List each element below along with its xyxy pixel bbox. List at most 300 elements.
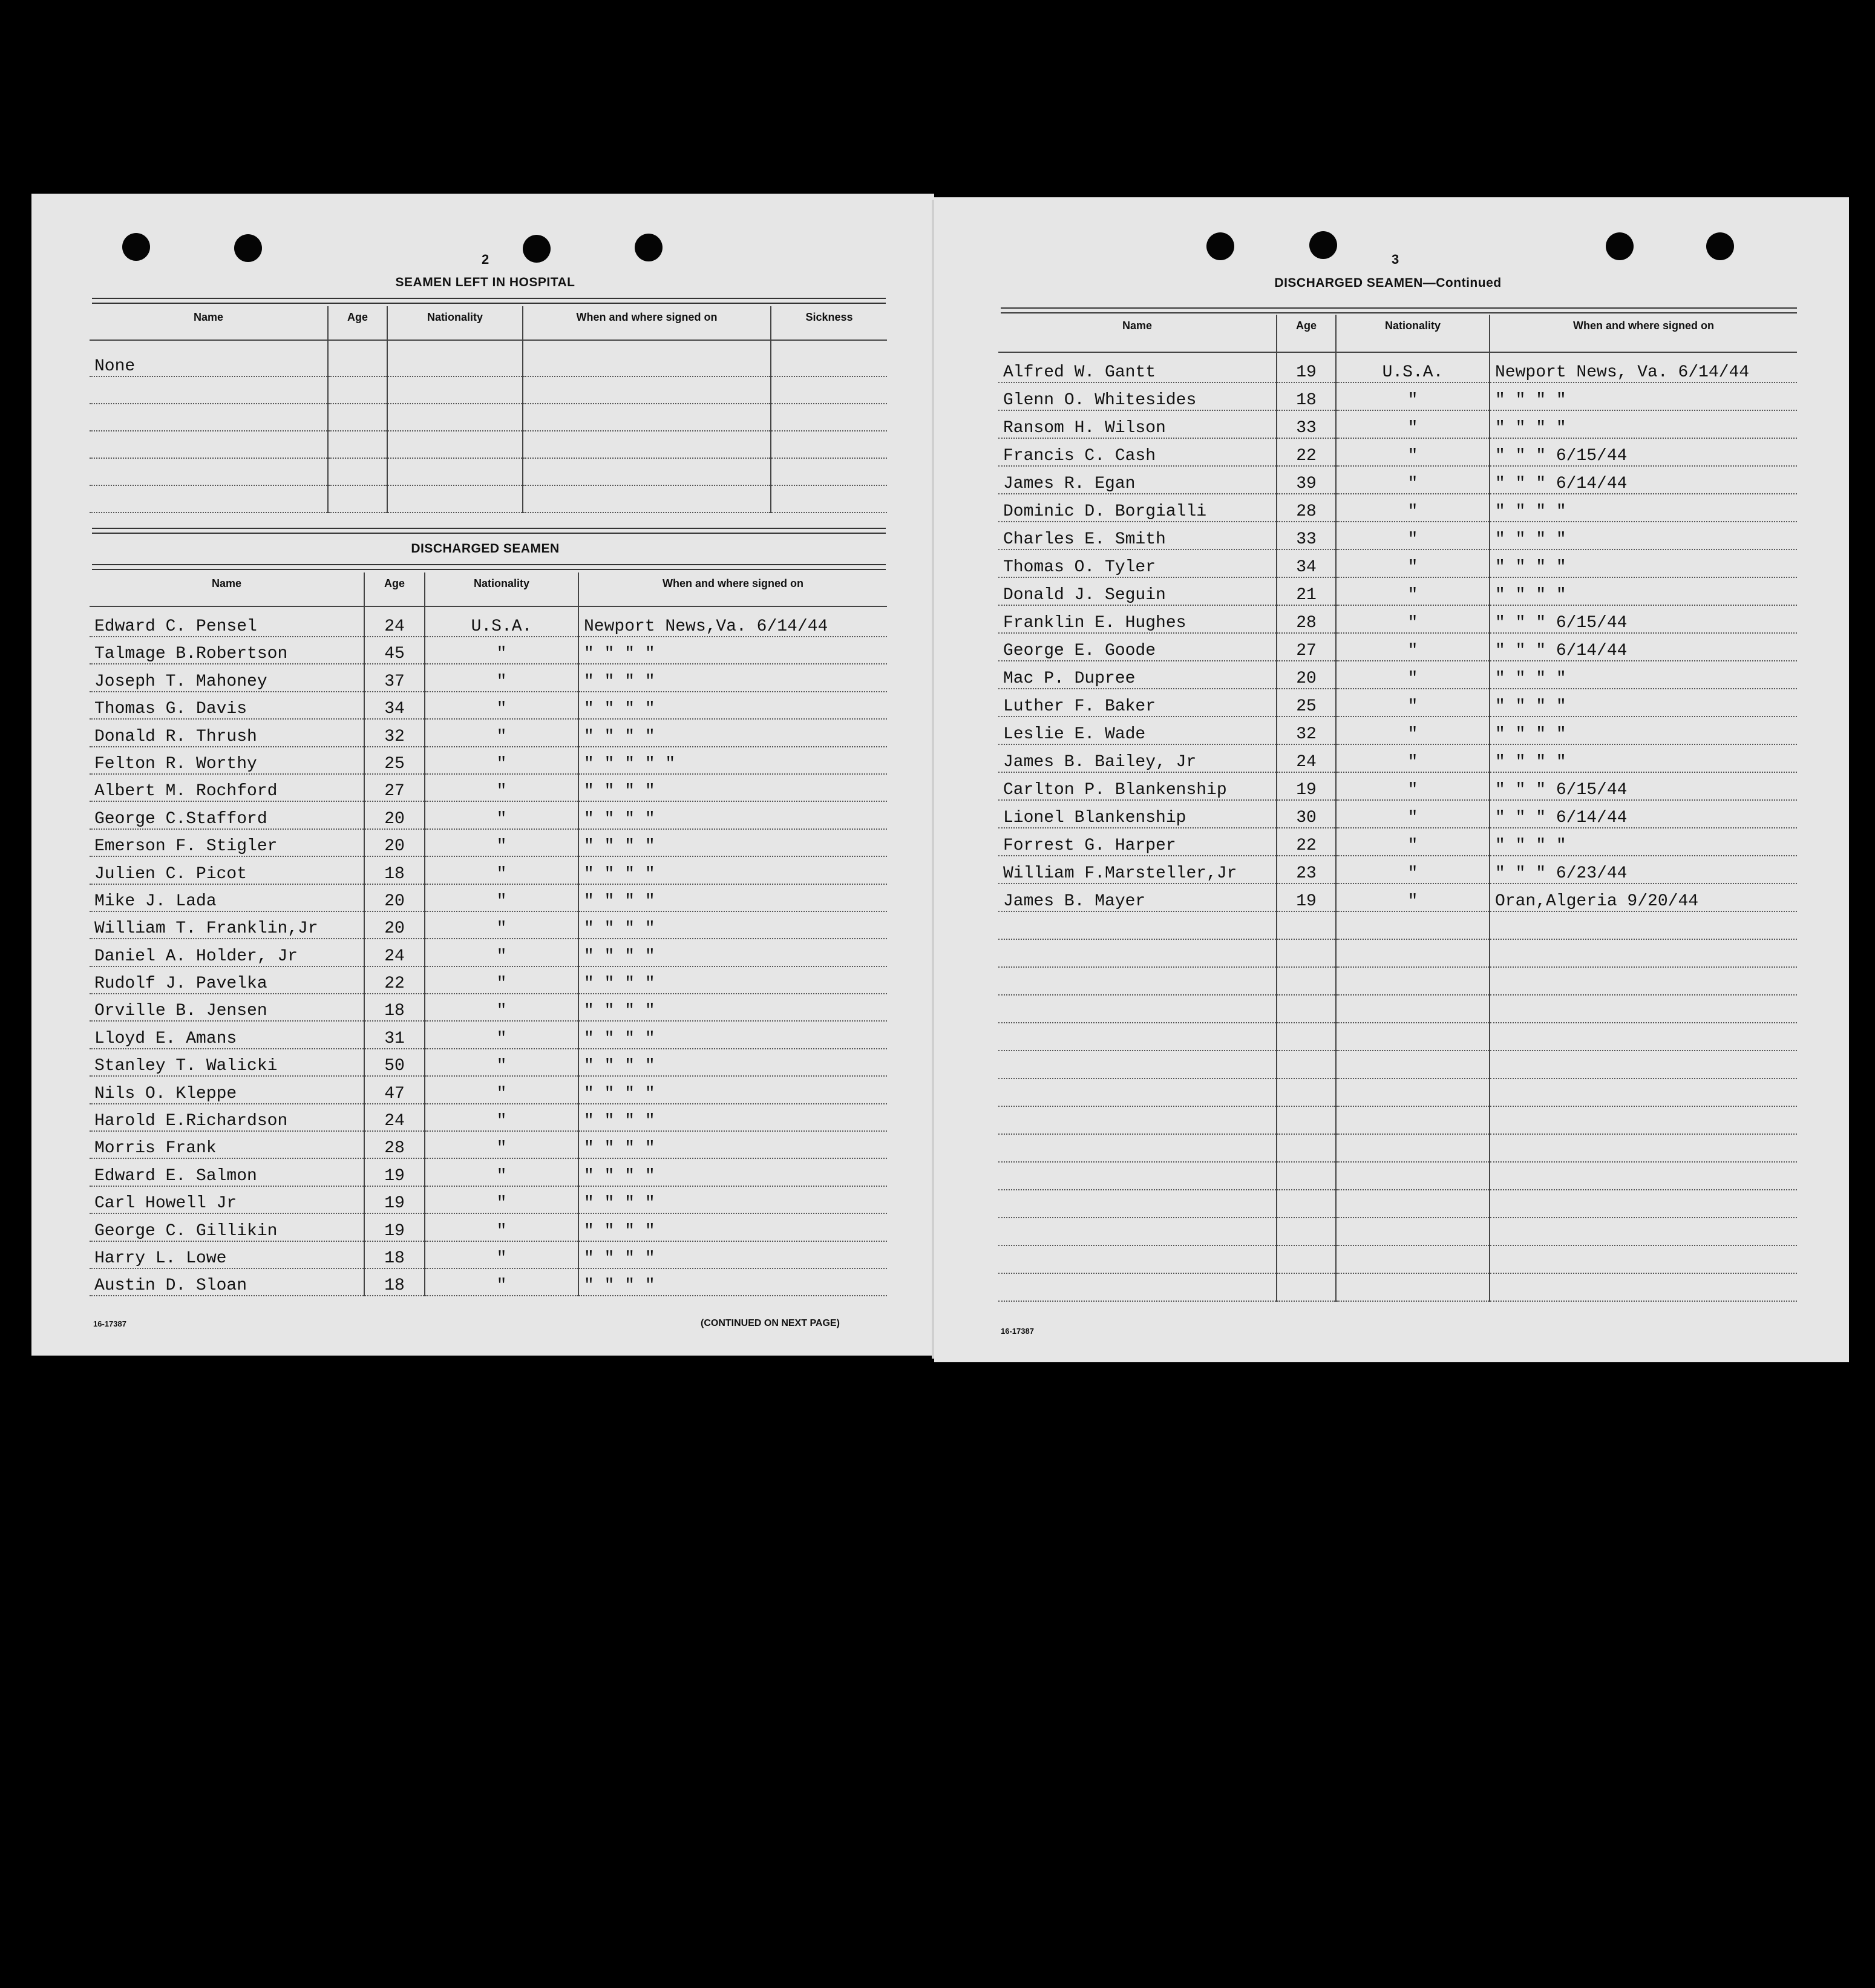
- seaman-name: None: [90, 340, 328, 376]
- seaman-age: [1277, 1134, 1336, 1162]
- seaman-name: [90, 404, 328, 431]
- signed-on-place-date: " " " ": [578, 692, 887, 719]
- seaman-name: [998, 939, 1277, 967]
- name-column-header: Name: [998, 315, 1277, 352]
- signed-on-place-date: " " " 6/23/44: [1490, 856, 1797, 884]
- seaman-nationality: ": [425, 939, 578, 966]
- signed-on-place-date: [1490, 1190, 1797, 1218]
- seaman-nationality: [1336, 1106, 1490, 1134]
- seaman-nationality: [1336, 1245, 1490, 1273]
- punch-hole: [635, 234, 663, 261]
- nationality-column-header: Nationality: [425, 572, 578, 606]
- seaman-nationality: ": [425, 1241, 578, 1268]
- signed-on-place-date: " " " ": [1490, 689, 1797, 717]
- table-row: [998, 967, 1797, 995]
- seaman-nationality: ": [425, 1131, 578, 1158]
- seaman-name: Mac P. Dupree: [998, 661, 1277, 689]
- age-column-header: Age: [328, 306, 387, 340]
- table-row: [998, 1190, 1797, 1218]
- seaman-name: Julien C. Picot: [90, 856, 364, 884]
- seaman-nationality: ": [425, 884, 578, 911]
- signed-on-place-date: [1490, 1078, 1797, 1106]
- signed-on-place-date: " " " 6/14/44: [1490, 633, 1797, 661]
- seaman-nationality: ": [425, 1076, 578, 1103]
- seaman-name: Austin D. Sloan: [90, 1268, 364, 1296]
- seaman-age: [1277, 1273, 1336, 1301]
- sickness: [771, 485, 887, 513]
- table-row: [90, 376, 887, 404]
- seaman-name: Orville B. Jensen: [90, 994, 364, 1021]
- seaman-name: Rudolf J. Pavelka: [90, 966, 364, 994]
- punch-hole: [1206, 232, 1234, 260]
- seaman-age: [1277, 911, 1336, 939]
- seaman-age: 20: [364, 911, 425, 939]
- seaman-name: Mike J. Lada: [90, 884, 364, 911]
- table-row: [998, 549, 1797, 577]
- seaman-nationality: ": [425, 911, 578, 939]
- seaman-name: Harold E.Richardson: [90, 1104, 364, 1131]
- seaman-nationality: ": [425, 664, 578, 691]
- seaman-nationality: ": [425, 829, 578, 856]
- table-row: [998, 995, 1797, 1023]
- seaman-name: James B. Mayer: [998, 884, 1277, 911]
- signed-on-place-date: " " " ": [578, 829, 887, 856]
- table-row: [90, 664, 887, 691]
- seaman-nationality: ": [1336, 438, 1490, 466]
- seaman-age: 22: [1277, 438, 1336, 466]
- seaman-age: 21: [1277, 577, 1336, 605]
- signed-on-place-date: " " " ": [578, 719, 887, 746]
- divider: [92, 564, 886, 570]
- signed-on-column-header: When and where signed on: [1490, 315, 1797, 352]
- sickness: [771, 404, 887, 431]
- divider: [92, 528, 886, 534]
- signed-on-place-date: " " " ": [578, 1268, 887, 1296]
- signed-on-place-date: [1490, 1245, 1797, 1273]
- page-number: 3: [1392, 252, 1399, 267]
- seaman-age: 32: [1277, 717, 1336, 744]
- seaman-age: 24: [1277, 744, 1336, 772]
- table-row: [90, 1076, 887, 1103]
- table-row: [998, 1245, 1797, 1273]
- seaman-age: 28: [1277, 605, 1336, 633]
- seaman-nationality: [1336, 1273, 1490, 1301]
- signed-on-place-date: " " " 6/14/44: [1490, 466, 1797, 494]
- seaman-age: 18: [1277, 382, 1336, 410]
- seaman-age: 20: [364, 801, 425, 828]
- table-row: [998, 577, 1797, 605]
- seaman-name: Lionel Blankenship: [998, 800, 1277, 828]
- seaman-age: 25: [1277, 689, 1336, 717]
- table-row: [998, 661, 1797, 689]
- seaman-nationality: ": [1336, 522, 1490, 549]
- signed-on-column-header: When and where signed on: [578, 572, 887, 606]
- punch-hole: [234, 234, 262, 262]
- seaman-name: Joseph T. Mahoney: [90, 664, 364, 691]
- sickness: [771, 340, 887, 376]
- name-column-header: Name: [90, 306, 328, 340]
- seaman-age: [328, 340, 387, 376]
- signed-on-place-date: " " " ": [578, 664, 887, 691]
- age-column-header: Age: [364, 572, 425, 606]
- seaman-age: 19: [364, 1213, 425, 1241]
- seaman-name: George E. Goode: [998, 633, 1277, 661]
- seaman-age: 33: [1277, 522, 1336, 549]
- seaman-name: Carlton P. Blankenship: [998, 772, 1277, 800]
- table-header-row: [90, 572, 887, 606]
- signed-on-place-date: [1490, 911, 1797, 939]
- seaman-nationality: ": [1336, 744, 1490, 772]
- punch-hole: [1309, 231, 1337, 259]
- signed-on-place-date: " " " 6/15/44: [1490, 772, 1797, 800]
- signed-on-place-date: " " " ": [1490, 661, 1797, 689]
- signed-on-place-date: [523, 431, 771, 458]
- signed-on-place-date: " " " ": [1490, 549, 1797, 577]
- seaman-age: 45: [364, 637, 425, 664]
- seaman-name: Stanley T. Walicki: [90, 1049, 364, 1076]
- seaman-age: 19: [364, 1186, 425, 1213]
- table-row: [90, 1186, 887, 1213]
- seaman-age: 24: [364, 939, 425, 966]
- seaman-nationality: [1336, 1078, 1490, 1106]
- seaman-name: Carl Howell Jr: [90, 1186, 364, 1213]
- punch-hole: [1606, 232, 1634, 260]
- signed-on-place-date: " " " ": [578, 1213, 887, 1241]
- seaman-age: 24: [364, 1104, 425, 1131]
- seaman-name: [998, 1190, 1277, 1218]
- seaman-nationality: ": [425, 1186, 578, 1213]
- seaman-name: Charles E. Smith: [998, 522, 1277, 549]
- table-row: [90, 994, 887, 1021]
- signed-on-place-date: " " " ": [1490, 577, 1797, 605]
- seaman-name: [90, 485, 328, 513]
- seaman-nationality: ": [1336, 633, 1490, 661]
- seaman-name: [998, 995, 1277, 1023]
- seaman-name: Albert M. Rochford: [90, 774, 364, 801]
- seaman-nationality: [387, 485, 523, 513]
- seaman-age: 18: [364, 1268, 425, 1296]
- discharged-section-title: DISCHARGED SEAMEN: [411, 542, 560, 556]
- seaman-nationality: ": [425, 692, 578, 719]
- signed-on-place-date: [1490, 1134, 1797, 1162]
- seaman-name: Forrest G. Harper: [998, 828, 1277, 856]
- form-code: 16-17387: [93, 1319, 126, 1328]
- seaman-age: [328, 458, 387, 485]
- seaman-age: 50: [364, 1049, 425, 1076]
- signed-on-place-date: Newport News, Va. 6/14/44: [1490, 352, 1797, 382]
- seaman-age: [1277, 1162, 1336, 1190]
- seaman-age: 37: [364, 664, 425, 691]
- seaman-nationality: ": [425, 637, 578, 664]
- seaman-age: [1277, 1218, 1336, 1245]
- signed-on-place-date: " " " ": [1490, 382, 1797, 410]
- seaman-age: 31: [364, 1021, 425, 1048]
- table-row: [90, 1241, 887, 1268]
- table-row: [998, 382, 1797, 410]
- seaman-name: Francis C. Cash: [998, 438, 1277, 466]
- seaman-age: [328, 404, 387, 431]
- seaman-age: [1277, 1078, 1336, 1106]
- seaman-nationality: ": [425, 774, 578, 801]
- table-row: [90, 966, 887, 994]
- seaman-nationality: ": [1336, 410, 1490, 438]
- table-row: [998, 633, 1797, 661]
- right-page: [934, 197, 1849, 1362]
- seaman-age: [1277, 939, 1336, 967]
- seaman-name: [998, 911, 1277, 939]
- seaman-age: 20: [1277, 661, 1336, 689]
- seaman-name: Edward E. Salmon: [90, 1158, 364, 1186]
- seaman-age: 23: [1277, 856, 1336, 884]
- seaman-nationality: [1336, 1162, 1490, 1190]
- table-row: [998, 856, 1797, 884]
- seaman-name: [998, 1051, 1277, 1078]
- seaman-name: William T. Franklin,Jr: [90, 911, 364, 939]
- seaman-nationality: ": [1336, 772, 1490, 800]
- seaman-nationality: [1336, 1134, 1490, 1162]
- seaman-name: Donald R. Thrush: [90, 719, 364, 746]
- discharged-continued-title: DISCHARGED SEAMEN—Continued: [1274, 276, 1502, 290]
- seaman-name: James R. Egan: [998, 466, 1277, 494]
- seaman-age: 19: [1277, 772, 1336, 800]
- seaman-age: 18: [364, 856, 425, 884]
- signed-on-place-date: " " " 6/15/44: [1490, 605, 1797, 633]
- hospital-section-title: SEAMEN LEFT IN HOSPITAL: [395, 275, 575, 289]
- seaman-nationality: [1336, 939, 1490, 967]
- table-row: [998, 911, 1797, 939]
- table-row: [998, 1023, 1797, 1051]
- seaman-age: 22: [364, 966, 425, 994]
- signed-on-place-date: " " " ": [578, 911, 887, 939]
- seaman-age: 20: [364, 829, 425, 856]
- punch-hole: [1706, 232, 1734, 260]
- sickness: [771, 431, 887, 458]
- table-row: [998, 352, 1797, 382]
- signed-on-place-date: " " " ": [578, 1158, 887, 1186]
- seaman-age: 20: [364, 884, 425, 911]
- table-row: [90, 719, 887, 746]
- table-row: [998, 1078, 1797, 1106]
- signed-on-place-date: " " " ": [578, 939, 887, 966]
- seaman-name: [998, 1273, 1277, 1301]
- seaman-nationality: ": [1336, 382, 1490, 410]
- seaman-name: [998, 967, 1277, 995]
- seaman-name: [998, 1106, 1277, 1134]
- table-row: [998, 494, 1797, 522]
- table-row: [90, 829, 887, 856]
- table-row: [90, 606, 887, 637]
- seaman-name: William F.Marsteller,Jr: [998, 856, 1277, 884]
- seaman-name: Emerson F. Stigler: [90, 829, 364, 856]
- table-row: [998, 522, 1797, 549]
- table-row: [998, 800, 1797, 828]
- seaman-nationality: ": [425, 801, 578, 828]
- nationality-column-header: Nationality: [387, 306, 523, 340]
- seaman-name: [998, 1134, 1277, 1162]
- table-row: [90, 884, 887, 911]
- seaman-name: [998, 1162, 1277, 1190]
- seaman-age: 34: [364, 692, 425, 719]
- seaman-name: Harry L. Lowe: [90, 1241, 364, 1268]
- seaman-age: 27: [364, 774, 425, 801]
- seaman-age: 28: [1277, 494, 1336, 522]
- signed-on-place-date: [523, 340, 771, 376]
- table-row: [998, 828, 1797, 856]
- signed-on-place-date: [1490, 1106, 1797, 1134]
- seaman-age: 32: [364, 719, 425, 746]
- seaman-nationality: [1336, 911, 1490, 939]
- seaman-nationality: U.S.A.: [1336, 352, 1490, 382]
- seaman-name: Glenn O. Whitesides: [998, 382, 1277, 410]
- seaman-age: 24: [364, 606, 425, 637]
- table-row: [998, 1162, 1797, 1190]
- seaman-name: [90, 458, 328, 485]
- seaman-age: [328, 431, 387, 458]
- signed-on-place-date: " " " ": [1490, 494, 1797, 522]
- seaman-age: 18: [364, 1241, 425, 1268]
- table-row: [998, 689, 1797, 717]
- seaman-name: Alfred W. Gantt: [998, 352, 1277, 382]
- table-header-row: [998, 315, 1797, 352]
- table-row: [90, 801, 887, 828]
- signed-on-place-date: " " " ": [1490, 744, 1797, 772]
- seaman-nationality: ": [1336, 466, 1490, 494]
- table-row: [998, 410, 1797, 438]
- seaman-name: Nils O. Kleppe: [90, 1076, 364, 1103]
- table-row: [90, 1049, 887, 1076]
- signed-on-place-date: [1490, 1273, 1797, 1301]
- seaman-name: Thomas G. Davis: [90, 692, 364, 719]
- table-row: [90, 404, 887, 431]
- signed-on-place-date: " " " ": [578, 1021, 887, 1048]
- seaman-nationality: ": [1336, 549, 1490, 577]
- seaman-nationality: ": [425, 747, 578, 774]
- table-row: [90, 1158, 887, 1186]
- seaman-age: [1277, 1051, 1336, 1078]
- divider: [1001, 307, 1797, 313]
- signed-on-place-date: " " " ": [578, 966, 887, 994]
- seaman-age: [1277, 995, 1336, 1023]
- table-row: [998, 884, 1797, 911]
- table-row: [90, 1104, 887, 1131]
- seaman-nationality: ": [1336, 884, 1490, 911]
- sickness: [771, 376, 887, 404]
- seaman-name: Felton R. Worthy: [90, 747, 364, 774]
- table-row: [998, 438, 1797, 466]
- seaman-name: [998, 1078, 1277, 1106]
- seaman-age: [1277, 1190, 1336, 1218]
- signed-on-column-header: When and where signed on: [523, 306, 771, 340]
- signed-on-place-date: " " " ": [1490, 717, 1797, 744]
- seaman-age: 19: [1277, 352, 1336, 382]
- seaman-nationality: [387, 458, 523, 485]
- table-row: [998, 1106, 1797, 1134]
- seaman-nationality: [387, 376, 523, 404]
- signed-on-place-date: " " " ": [578, 1241, 887, 1268]
- table-row: [998, 605, 1797, 633]
- signed-on-place-date: [523, 458, 771, 485]
- table-row: [90, 856, 887, 884]
- table-row: [998, 717, 1797, 744]
- seaman-age: 47: [364, 1076, 425, 1103]
- table-row: [90, 637, 887, 664]
- seaman-name: James B. Bailey, Jr: [998, 744, 1277, 772]
- seaman-name: [998, 1218, 1277, 1245]
- signed-on-place-date: [1490, 1051, 1797, 1078]
- signed-on-place-date: " " " ": [1490, 522, 1797, 549]
- divider: [92, 298, 886, 304]
- seaman-nationality: [1336, 995, 1490, 1023]
- punch-hole: [122, 233, 150, 261]
- seaman-age: [1277, 1106, 1336, 1134]
- seaman-age: [328, 376, 387, 404]
- seaman-name: [998, 1023, 1277, 1051]
- signed-on-place-date: [1490, 1162, 1797, 1190]
- seaman-age: [1277, 1023, 1336, 1051]
- seaman-nationality: [1336, 967, 1490, 995]
- table-row: [90, 692, 887, 719]
- table-row: [90, 774, 887, 801]
- seaman-nationality: ": [1336, 494, 1490, 522]
- seaman-age: 27: [1277, 633, 1336, 661]
- table-header-row: [90, 306, 887, 340]
- seaman-nationality: ": [425, 1104, 578, 1131]
- seaman-name: George C.Stafford: [90, 801, 364, 828]
- signed-on-place-date: " " " ": [578, 1076, 887, 1103]
- table-row: [90, 747, 887, 774]
- signed-on-place-date: Newport News,Va. 6/14/44: [578, 606, 887, 637]
- seaman-nationality: ": [425, 856, 578, 884]
- seaman-nationality: [387, 340, 523, 376]
- signed-on-place-date: " " " 6/14/44: [1490, 800, 1797, 828]
- seaman-age: [328, 485, 387, 513]
- seaman-nationality: [1336, 1023, 1490, 1051]
- seaman-nationality: ": [425, 719, 578, 746]
- seaman-nationality: ": [1336, 577, 1490, 605]
- seaman-age: 19: [1277, 884, 1336, 911]
- seaman-age: 22: [1277, 828, 1336, 856]
- seaman-age: 39: [1277, 466, 1336, 494]
- discharged-seamen-table: [90, 572, 887, 1296]
- seaman-nationality: ": [1336, 856, 1490, 884]
- table-row: [90, 485, 887, 513]
- seaman-name: Luther F. Baker: [998, 689, 1277, 717]
- signed-on-place-date: Oran,Algeria 9/20/44: [1490, 884, 1797, 911]
- hospital-table: [90, 306, 887, 513]
- seaman-name: Donald J. Seguin: [998, 577, 1277, 605]
- nationality-column-header: Nationality: [1336, 315, 1490, 352]
- seaman-nationality: ": [425, 1021, 578, 1048]
- seaman-age: 18: [364, 994, 425, 1021]
- signed-on-place-date: [1490, 967, 1797, 995]
- seaman-age: 33: [1277, 410, 1336, 438]
- age-column-header: Age: [1277, 315, 1336, 352]
- seaman-name: Dominic D. Borgialli: [998, 494, 1277, 522]
- page-number: 2: [482, 252, 489, 267]
- form-code: 16-17387: [1001, 1327, 1034, 1336]
- seaman-name: Edward C. Pensel: [90, 606, 364, 637]
- seaman-age: 28: [364, 1131, 425, 1158]
- signed-on-place-date: [1490, 995, 1797, 1023]
- continued-note: (CONTINUED ON NEXT PAGE): [701, 1318, 840, 1328]
- seaman-age: 34: [1277, 549, 1336, 577]
- signed-on-place-date: [523, 485, 771, 513]
- signed-on-place-date: [1490, 1218, 1797, 1245]
- signed-on-place-date: " " " ": [1490, 828, 1797, 856]
- seaman-nationality: ": [425, 966, 578, 994]
- signed-on-place-date: [523, 404, 771, 431]
- signed-on-place-date: " " " ": [578, 774, 887, 801]
